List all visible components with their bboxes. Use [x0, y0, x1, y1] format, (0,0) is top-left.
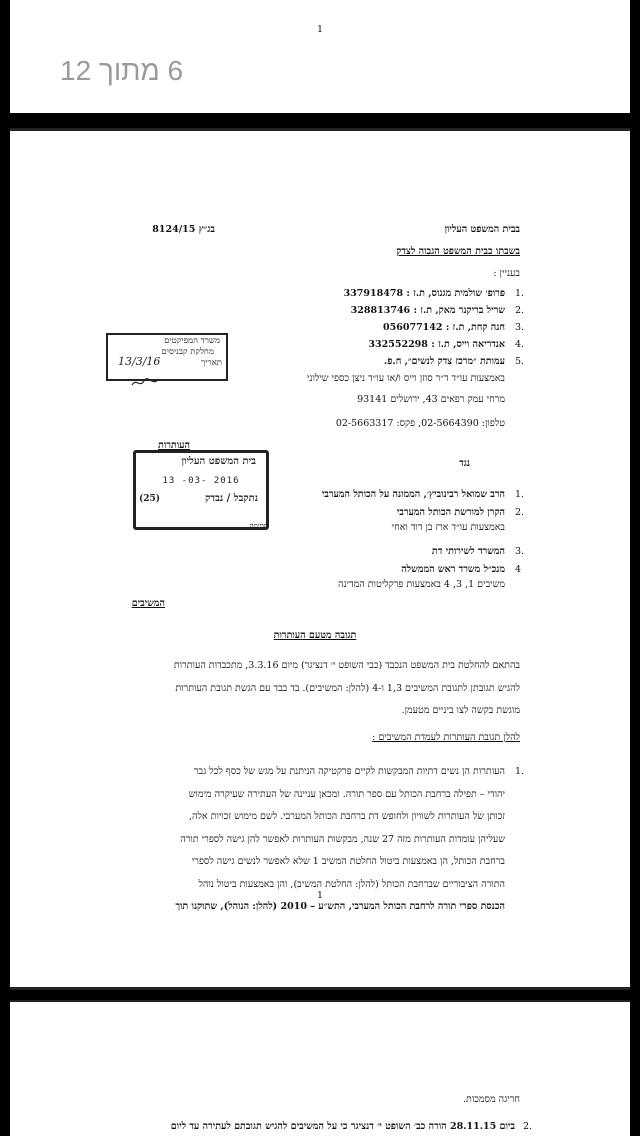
document-page-2[interactable] — [10, 128, 630, 990]
page-counter: 6 מתוך 12 — [60, 55, 184, 86]
court-name: בבית המשפט העליון — [444, 224, 520, 235]
respondent-item: הקרן למורשת הכותל המערבי — [396, 507, 505, 518]
page-number: 1 — [316, 890, 324, 901]
text-line: שעליהן עומדות העותרות מזה 27 שנה, מבקשות העותרות לאפשר להן גישה לספרי תורה — [180, 833, 505, 845]
text-line: ברחבת הכותל, הן באמצעות ביטול החלטת המשיב 1 שלא לאפשר לנשים גישה לספרי — [191, 856, 505, 867]
respondent-item: הרב שמואל רבינוביץ׳, הממונה על הכותל המערבי — [321, 489, 505, 500]
respondent-item: המשרד לשירותי דת — [431, 546, 505, 557]
stamp-line: מחלקת קבניסים — [161, 347, 214, 357]
scan-edge — [10, 987, 630, 990]
signature-scribble-icon — [130, 376, 160, 390]
petitioner-item: חנה קחת, ת.ז : 056077142 — [383, 322, 505, 333]
item-number: 1. — [515, 766, 525, 777]
petitioner-num: 2. — [515, 305, 525, 316]
text-line: ביום 28.11.15 הורה כב׳ השופט י׳ דנציגר כי על המשיבים להגיש תגובתם לעתירה עד ליום — [170, 1121, 515, 1132]
document-page-1 — [10, 0, 630, 113]
counsel-phone: טלפון: 02-5664390, פקס: 02-5663317 — [335, 418, 505, 429]
petitioner-item: שריל בריקנר מאק, ת.ז : 328813746 — [350, 305, 505, 316]
versus-label: נגד — [459, 458, 470, 469]
document-title: תגובה מטעם העותרות — [273, 630, 357, 641]
stamp-signature-label: חתימה — [249, 522, 268, 530]
stamp-line: משרד המפיקטים — [164, 336, 220, 346]
scan-edge — [10, 1000, 630, 1002]
case-number: בג״ץ 8124/15 — [152, 224, 215, 235]
petitioner-num: 3. — [515, 322, 525, 333]
text-line: הכנסת ספרי תורה לרחבת הכותל המערבי, התש״ע – 2010 (להלן: הנוהל), שתוקנו תוך — [175, 901, 505, 912]
document-page-3[interactable] — [10, 1000, 630, 1136]
intro-paragraph — [75, 655, 520, 723]
text-line: יהודי – תפילה ברחבת הכותל עם ספר תורה. ומכאן עניינה של העתירה שעיקרה מימוש — [188, 788, 505, 800]
petitioners-counsel: באמצעות עו״ד ד״ר סוזן וייס ו/או עו״ד ניצן כספי שילוני — [306, 373, 505, 384]
respondents-label: המשיבים — [131, 598, 165, 609]
office-stamp — [106, 333, 228, 381]
text-line: חריגה מסמכות. — [463, 1094, 520, 1105]
respondent-num: 4 — [515, 564, 522, 575]
page-number: 1 — [316, 24, 324, 35]
petitioner-item: עמותת ״מרכז צדק לנשים״, ח.פ. — [383, 356, 505, 367]
respondents-counsel: משיבים 1, 3, 4 באמצעות פרקליטות המדינה — [338, 579, 505, 590]
respondent-num: 1. — [515, 489, 525, 500]
text-line: בהתאם להחלטת בית המשפט הנכבד (כבי השופט י׳ דנציגר) מיום 3.3.16, מתכבדות העותרות — [173, 660, 520, 671]
item-1-paragraph — [75, 761, 505, 919]
petitioner-item: פרופ׳ שולמית מגנוס, ת.ז : 337918478 — [343, 288, 505, 299]
item-number: 2. — [523, 1121, 533, 1132]
respondent-item: מנכ״ל משרד ראש הממשלה — [401, 564, 505, 575]
stamp-received: נתקבל / נבדק — [204, 493, 258, 504]
text-line: העותרות הן נשים דתיות המבקשות לקיים פרקטיקה הניתנת על מגש של כסף לכל גבר — [193, 766, 505, 777]
text-line: זכותן של העותרות לשוויון ולחופש דת ברחבת הכותל המערבי. לשם מימוש זכויות אלה, — [189, 811, 505, 822]
respondent-counsel-line: באמצעות עו״ד ארז בן דוד ואחי — [391, 522, 505, 533]
counsel-address: מרחי עמק רפאים 43, ירושלים 93141 — [357, 394, 505, 405]
petitioners-label: העותרות — [158, 440, 190, 451]
matter-label: בעניין : — [493, 268, 520, 279]
court-subtitle: בשבתו כבית המשפט הגבוה לצדק — [396, 246, 520, 257]
stamp-date: 13 -03- 2016 — [162, 476, 240, 486]
petitioner-num: 1. — [515, 288, 525, 299]
respondent-num: 2. — [515, 507, 525, 518]
petitioner-item: אנדריאה וייס, ת.ז : 332552298 — [368, 339, 505, 350]
text-line: להגיש תגובתן לתגובת המשיבים 1,3 ו-4 (להלן: המשיבים). בד בבד עם הגשת תגובת העותרות — [175, 682, 520, 694]
petitioner-num: 5. — [515, 356, 525, 367]
text-line: מוגשת בקשה לצו ביניים מטעמן. — [401, 705, 520, 716]
respondent-num: 3. — [515, 546, 525, 557]
scan-edge — [10, 128, 630, 131]
text-line: התורה הציבוריים שברחבת הכותל (להלן: החלטת המשיב), והן באמצעות ביטול נוהל — [198, 878, 505, 890]
court-stamp — [133, 450, 269, 530]
stamp-title: בית המשפט העליון — [181, 456, 256, 467]
petitioner-num: 4. — [515, 339, 525, 350]
stamp-count: (25) — [139, 494, 161, 504]
stamp-line: תאריך — [201, 358, 222, 368]
response-heading: להלן תגובת העותרות לעמדת המשיבים : — [372, 732, 520, 743]
stamp-signature: 13/3/16 — [118, 355, 161, 368]
